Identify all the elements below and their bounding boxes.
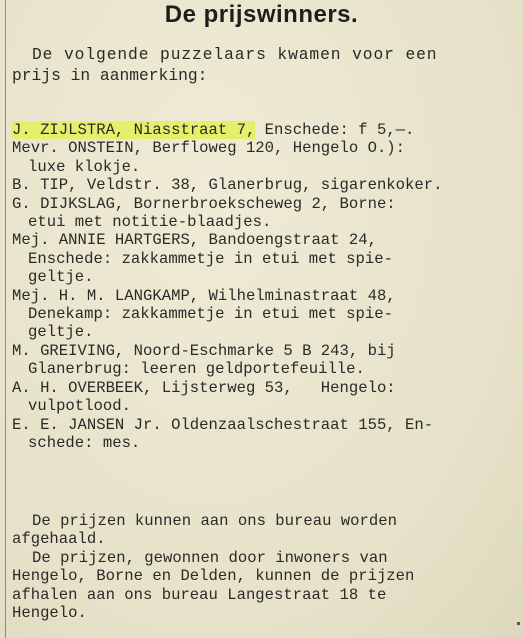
winner-entry-continuation: Enschede: zakkammetje in etui met spie- (28, 249, 393, 268)
winner-entry-continuation: luxe klokje. (28, 157, 141, 176)
winner-entry-continuation: Glanerbrug: leeren geldportefeuille. (28, 360, 365, 379)
winner-entry-continuation: Denekamp: zakkammetje in etui met spie- (28, 305, 393, 324)
winner-entry (12, 121, 517, 139)
closing-line: De prijzen, gewonnen door inwoners van (32, 548, 388, 567)
winners-list (12, 121, 517, 452)
closing-line: De prijzen kunnen aan ons bureau worden (32, 512, 397, 530)
winner-entry: E. E. JANSEN Jr. Oldenzaalschestraat 155, En- (12, 415, 434, 434)
winner-entry: Mej. H. M. LANGKAMP, Wilhelminastraat 48, (12, 286, 396, 305)
intro-line: prijs in aanmerking: (12, 65, 208, 85)
winner-entry: Mej. ANNIE HARTGERS, Bandoengstraat 24, (12, 231, 377, 250)
closing-line: afgehaald. (12, 530, 106, 549)
winner-entry-rest: Enschede: f 5,—. (255, 121, 415, 139)
closing-line: afhalen aan ons bureau Langestraat 18 te (12, 585, 387, 604)
winner-entry-continuation: schede: mes. (28, 433, 141, 452)
winner-entry: Mevr. ONSTEIN, Berfloweg 120, Hengelo O.): (12, 139, 406, 158)
intro-line: De volgende puzzelaars kwamen voor een (32, 45, 438, 64)
winner-entry-continuation: etui met notitie-blaadjes. (28, 213, 272, 232)
intro-paragraph (12, 45, 512, 86)
winner-entry-continuation: geltje. (28, 268, 94, 287)
column-rule (5, 0, 6, 638)
winner-entry-continuation: vulpotlood. (28, 397, 131, 416)
winner-entry: B. TIP, Veldstr. 38, Glanerbrug, sigarenkoker. (12, 176, 443, 195)
winner-entry: G. DIJKSLAG, Bornerbroekscheweg 2, Borne: (12, 194, 396, 213)
article-title: De prijswinners. (164, 1, 359, 28)
winner-entry-continuation: geltje. (28, 323, 94, 342)
winner-entry: M. GREIVING, Noord-Eschmarke 5 B 243, bij (12, 341, 396, 360)
closing-line: Hengelo. (12, 604, 87, 623)
winner-entry: A. H. OVERBEEK, Lijsterweg 53, Hengelo: (12, 378, 396, 397)
closing-line: Hengelo, Borne en Delden, kunnen de prijzen (12, 567, 415, 586)
print-mark (517, 622, 520, 625)
highlighted-text: J. ZIJLSTRA, Niasstraat 7, (12, 121, 256, 139)
closing-paragraphs (12, 512, 517, 622)
